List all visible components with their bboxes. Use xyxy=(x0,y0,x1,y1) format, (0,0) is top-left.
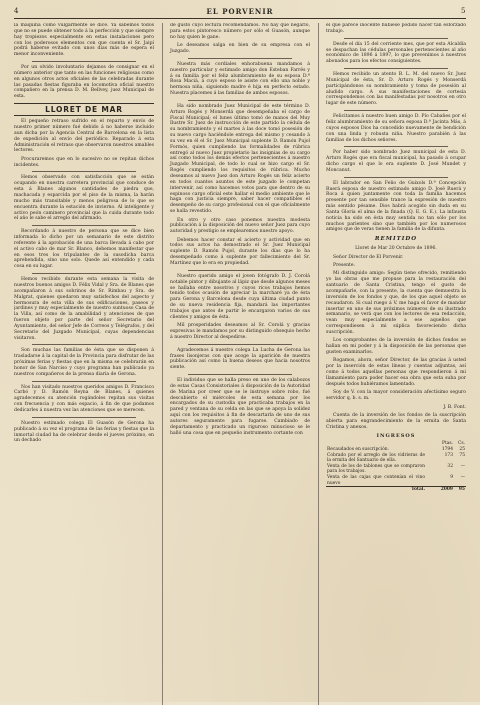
paragraph: Hemos recibido un atento B. L. M. del nuevo Sr. Juez Municipal de ésta, Sr. D. Arturo Rogés y Monserdá participándonos su nombramiento y toma de posesión al aludido cargo. A sus manifestaciones de cortesía correspondemos con las manifestadas por nosotros en otro lugar de este número. xyxy=(326,72,466,107)
ledger-amount: 32 xyxy=(447,463,453,469)
paragraph: de gusto cuyo lectura recomendamos. No hay que negarlo, para estos pintoresco número por sólo el Guasón, aunque no hay quien le gane. xyxy=(170,23,310,40)
masthead xyxy=(14,6,466,19)
ledger-row xyxy=(326,475,466,487)
ledger-title: INGRESOS xyxy=(376,432,416,439)
divider xyxy=(188,374,292,375)
divider xyxy=(344,177,448,178)
paragraph: Rogamos, ahora, señor Director, de las gracias á usted por la inserción de estas líneas y cuentas adjuntas, así como á todos aquellas personas que respondieron á mi llamamiento para poder hacer esa obra que esta suba por después todos hubiéramos lamentado. xyxy=(326,358,466,387)
letter-signature: J. B. Font. xyxy=(443,404,466,410)
ledger-cents: — xyxy=(460,474,465,480)
page-number-right: 5 xyxy=(461,7,466,15)
column-3 xyxy=(318,23,466,705)
divider xyxy=(344,68,448,69)
paragraph: Desde el día 15 del corriente mes, que por esta Alcaldía se despachan las cédulas personales pertenecientes al año económico de 1896 á 1897, lo que prevenimos á nuestros abonados para los efectos consiguientes. xyxy=(326,41,466,65)
divider xyxy=(188,58,292,59)
divider xyxy=(188,270,292,271)
ledger-label: Venta de los de tablones que se compraron para los trabajos. xyxy=(327,463,425,475)
divider xyxy=(32,344,136,345)
paragraph: Por haber sido nombrado Juez municipal de esta D. Arturo Rogés que era fiscal municipal, ha pasado á ocupar dicho cargo el que lo era suplente D. José Mundet y Moncanut. xyxy=(326,150,466,173)
divider xyxy=(32,61,136,62)
paragraph: Soy de V. con la mayor consideración afectísimo seguro servidor q. b. s. m. xyxy=(326,390,466,402)
paragraph: En otro y otro caso ponemos nuestra modesta publicación á la disposición del nuevo señor Juez para cuyo autoridad y prestigio se emplearemos nuestro apoyo. xyxy=(170,217,310,235)
column-1 xyxy=(14,23,154,705)
divider xyxy=(344,146,448,147)
paragraph: Mi distinguido amigo: Según tiene ofrecido, remitiendo yo las obras que me propuse para la restauración del santuario de Santa Cristina, tengo el gusto de acompañarle, con la presente, la cuenta que demuestra la inversión de los fondos y que, de los que aquel objeto se recaudaron. Si cual ruego á V. me haga el favor de mandar insertar en uno de sus próximos números de su ilustrado semanario, se verá que con los lectores de esa redacción, vean muy especialmente a ese aquellos que correspondiesen á mi súplica favoreciendo dicha suscripción. xyxy=(326,271,466,335)
paragraph: El individuo que se halla preso en uno de los calabozos de estas Casas Consistoriales á disposición de la Autoridad de Marina por creer que se le instruye sobre robo, fué descubierto el miércoles de esta semana por los encargados de su custodia que practicaba trabajos en la pared y ventana de su celda en las que se apoya la solidez aquí con los requisitos á fin de descartarla de uno de sus autores seguramente para fugarse. Cambiado de departamento y practicado un riguroso minucioso se le halló una cosa que en pequeño instrumento cortante con xyxy=(170,378,310,436)
page-number-left: 4 xyxy=(14,7,19,15)
paragraph: Felicitamos á nuestro buen amigo D. Pío Cabañes por el feliz alumbramiento de su señora esposa D.ª Jacinta Más, á cuyos esposos Dios ha concedido nuevamente de bendición con una linda y robusta niña. Nuestro parabién á las familias de los dichos señores. xyxy=(326,114,466,143)
paragraph: Hemos observado con satisfacción que se están ocupando en nuestra carretera provincial que conduce de esta á Blanes algunos cantidades de piedra que, machacada y esparcida por el piso de la misma, la harán mucho más transitable y menos peligrosa de lo que se encuentra durante la estación de invierno. Al inteligente y activo peón caminero provincial que la cuida durante todo el año le sabe el arreglo del afirmado. xyxy=(14,175,154,222)
ledger-amount: 1794 xyxy=(441,446,453,452)
paragraph: Los comprobantes de la inversión de dichos fondos se hallan en mi poder y á la disposición de las personas que gusten examinarlos. xyxy=(326,338,466,356)
paragraph: Recordando á nuestro de persona que se dice bien informada lo dicho por un semanario de este distrito referente á la aprobación de una barca llevada á cabo por el activo cabo de mar Sr. Blanco, debemos manifestar que en esos tres los tripulantes de la susodicha barca aprehendida, sino uno solo. Quede así entendido y cada cosa en su lugar. xyxy=(14,229,154,270)
paragraph: la máquina como vulgarmente se dice. Ya sabemos todos que no se puede obtener todo á la perfección y que siempre hay tropiezos especialmente en estas instalaciones pero con los poderosos elementos con que cuenta el Sr. Jaipí podrá haberse evitado con unos días más de espera el menor inconveniente. xyxy=(14,23,154,58)
ledger-total-cents: 95 xyxy=(454,487,466,493)
ledger-amount: 173 xyxy=(444,452,453,458)
divider xyxy=(188,100,292,101)
ledger-row xyxy=(326,464,466,475)
ledger-total-amount: 2009 xyxy=(426,487,454,493)
column-2 xyxy=(162,23,310,705)
paragraph: Ha sido nombrado Juez Municipal de este término D. Arturo Rogés y Monserdá que desempeñaba el cargo de Fiscal Municipal; el lunes último tomó de manos del Muy Ilustre Sr. Juez de instrucción de este partido la cédula de su nombramiento y el martes á las doce tomó posesión de su nuevo cargo haciéndole entrega del mismo y cesando á su vez en él el Sr. Juez Municipal suplente D. Ramón Pujol Formós, quien cumpliendo las formalidades de rúbrica entregó al nuevo Juez propietario las insignias de su cargo así como todos los demás efectos pertenecientes á nuestro Juzgado Municipal, de todo lo cual se hizo cargo el Sr. Rogés cumpliendo los requisitos de rúbrica. Mucho deseamos al nuevo Juez don Arturo Rogés un feliz acierto en todos cuantos asuntos de este juzgado le competan intervenir, así como hacemos votos para que dentro de su espinoso cargo oficial este hallar el medio ambiente que le haga con justicia siempre, saber hacer compatibles el desempeño de su cargo profesional con el que oficialmente se halla revestido. xyxy=(170,103,310,215)
letter-presente: Presente. xyxy=(333,263,356,269)
ledger-table xyxy=(326,441,466,492)
paragraph: Cuenta de la inversión de los fondos de la suscripción abierta para engrandecimiento de la ermita de Santa Cristina y anexos. xyxy=(326,413,466,430)
divider xyxy=(32,381,136,382)
ledger-total-label: Total. xyxy=(326,487,426,493)
paragraph: el que parece inocente hubiese podido hacer tan esforzado trabajo. xyxy=(326,23,466,34)
ledger-head-cents: Cs. xyxy=(457,441,465,447)
paragraph: Procuraremos que en lo sucesivo no se repitan dichos incidentes. xyxy=(14,156,154,168)
divider xyxy=(32,417,136,418)
divider xyxy=(32,225,136,226)
paragraph: Por un olvido involuntario dejamos de consignar en el número anterior que tanto en las funciones religiosas como en algunos otros actos oficiales de las celebradas durante las pasadas fiestas figuraba en locomotiva oficial nuestro compañero en la prensa D. M. Bellvey, juez Municipal de esta. xyxy=(14,65,154,100)
ledger-cents: — xyxy=(460,463,465,469)
paragraph: El labrador en San Felio de Guixols D.ª Concepción Ruerá esposa de nuestro estimado amigo D. José Ruerá y Roca á quien juntamente con toda la familia hacemos presente por tan sensible trance la expresión de nuestro más sentido pésame. Dios habrá acogido sin duda en su Santa Gloria el alma de la finada (Q. E. G. E.). La infausta noticia ha sido en ésta muy sentida no tan sólo por los muchos parientes sino que también por los numerosos amigos que de veras tienen la familia de la difunta. xyxy=(326,180,466,233)
ledger-row xyxy=(326,453,466,464)
divider xyxy=(344,110,448,111)
ledger-label: Cobrado por el arreglo de los vidrieras de la ermita del Santuario de ella. xyxy=(327,452,425,464)
ledger-label: Venta de las cajas que contenían el vino nuevo xyxy=(327,474,425,486)
ledger-cents: 25 xyxy=(459,446,465,452)
ledger-head-amount: Ptas. xyxy=(442,441,453,447)
ledger-cents: 75 xyxy=(459,452,465,458)
newspaper-title: EL PORVENIR xyxy=(206,6,274,16)
section-heading-remitido: REMITIDO xyxy=(374,236,418,243)
divider xyxy=(32,171,136,172)
section-heading: LLORET DE MAR xyxy=(14,103,154,116)
paragraph: Le deseamos salga en bien de su empresa con el Juzgado. xyxy=(170,43,310,54)
paragraph: Agradecemos á nuestro colega La Lucha de Gerona las frases lisonjeras con que acoge la aparición de nuestra publicación así como la buena deseos que hacia nosotros siente. xyxy=(170,347,310,371)
letter-date: Lloret de Mar 20 Octubre de 1896. xyxy=(355,246,437,252)
paragraph: Debemos hacer constar el acierto y actividad que en todos sus actos ha demostrado el Sr. Juez Municipal suplente D. Ramón Pujol, durante los días que lo ha desempeñado como á suplente por fallecimiento del Sr. Martínez que lo era en propiedad. xyxy=(170,237,310,266)
ledger-total-row xyxy=(326,487,466,493)
divider xyxy=(344,38,448,39)
paragraph: Mil prosperidades deseamos al Sr. Corolá y gracias expresivas le mandamos por su distinguido obsequio hecho á nuestro Director al despedirse. xyxy=(170,323,310,340)
paragraph: Nos han visitado nuestros queridos amigos D. Francisco Carbó y D. Ramón Reyna de Blanes, á quienes agradecemos su atención rogándoles repitan sus visitas con frecuencia y con más espacio, á fin de que podamos dedicarles á nuestra vez las atenciones que se merecen. xyxy=(14,384,154,413)
paragraph: Nuestra más cordiales enhorabuena mandamos á nuestro particular y estimado amigo don Esteban Farrés y á su familia por el feliz alumbramiento de su esposa D.ª Rosa Maciá, á cuyo esposo le asiste con ello una noble y hermosa niña, siguiendo madre é hija en perfecto estado. Nuestra placemes á las familias de ambos esposos. xyxy=(170,61,310,97)
letter-addressee: Señor Director de El Porvenir. xyxy=(333,254,404,260)
ledger-amount: 9 xyxy=(450,474,453,480)
divider xyxy=(188,344,292,345)
ledger-label: Recaudados en suscripción. xyxy=(327,446,389,452)
paragraph: Hemos recibido durante esta semana la visita de nuestros buenos amigos D. Félix Vidal y Sra. de Blanes que acompañaron á sus sobrinos de Sr. Rimbau y Sra. de Malgrat, quienes quedaron muy satisfechos del aspecto y hermosura de esta villa de sus edificaciones, paseos y jardines y muy especialmente de nuestro suntuoso Casa de la Villa, así como de la amabilidad y atenciones de que fueron objeto por parte del señor Secretario del Ayuntamiento, del señor Jefe de Correos y Telégrafos, y del Secretario del Juzgado Municipal, cuyas dependencias visitaron. xyxy=(14,277,154,341)
divider xyxy=(32,273,136,274)
paragraph: Nuestro estimado colega El Guasón de Gerona ha publicado á su vez el programa de las ferias y fiestas que la inmortal ciudad ha de celebrar desde el jueves próximo, en un dechado xyxy=(14,420,154,444)
columns xyxy=(14,23,466,705)
paragraph: Nuestro querido amigo el joven fotógrafo D. J. Corolá notable pintor y dibujante al lápiz que desde algunos meses se hallaba entre nosotros y cuyos ricos trabajos hemos tenido todos ocasión de apreciar la marcharé ya de ésta para Gerona y Barcelona desde cuya última ciudad punto de su nueva residencia fija, mandará las importantes trabajos que antes de partir le encargaron varios de sus clientes y amigos de ésta. xyxy=(170,273,310,320)
paragraph: Son muchas las familias de ésta que se disponen á trasladarse á la capital de la Provincia para disfrutar de las próximas ferias y fiestas que en la misma se celebrarán en honor de San Narciso y cuyo programa han publicado ya nuestros compañeros de la prensa diaria de Gerona. xyxy=(14,348,154,377)
paragraph: El pequeño retraso sufrido en el reparto y envío de nuestro primer número fué debido á no haberse incluido aun dicha por la Agencia Central de Barcelona en la lista de expedición al envío del periódico. Reparado á esta Administración el retraso que observaron nuestros amables lectores. xyxy=(14,119,154,154)
